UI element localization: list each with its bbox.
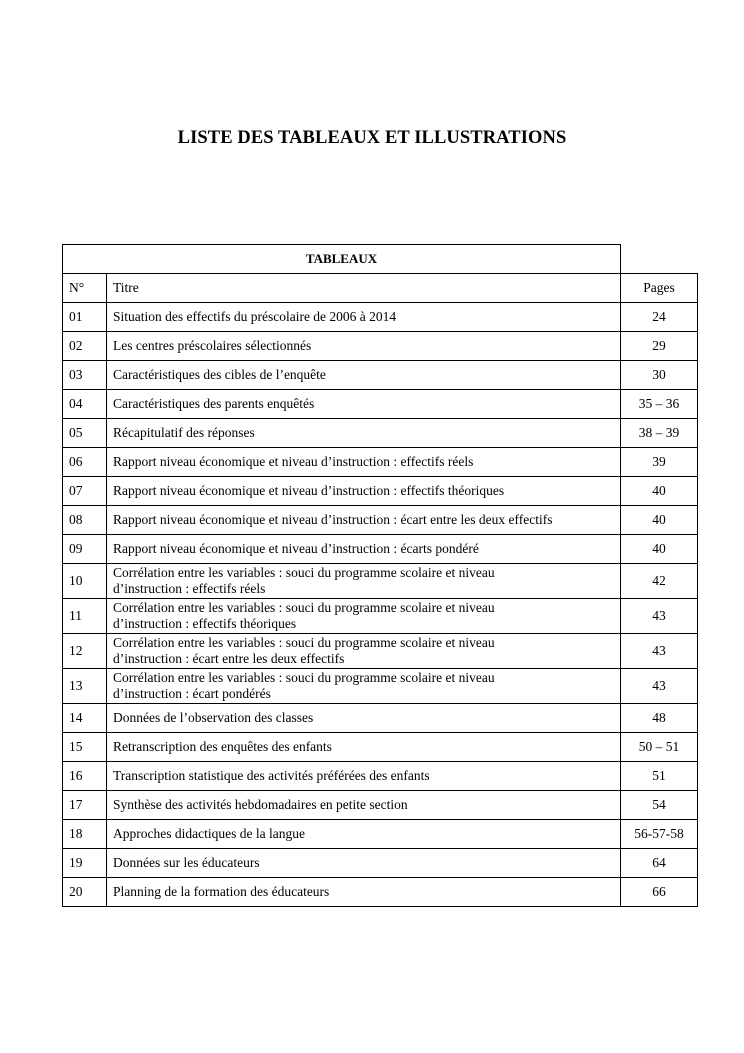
row-pages: 40 bbox=[621, 535, 698, 564]
row-number: 15 bbox=[63, 733, 107, 762]
row-pages: 40 bbox=[621, 506, 698, 535]
row-number: 14 bbox=[63, 704, 107, 733]
row-number: 03 bbox=[63, 361, 107, 390]
row-title-line: d’instruction : effectifs théoriques bbox=[113, 616, 297, 631]
section-label: TABLEAUX bbox=[63, 245, 621, 274]
row-number: 05 bbox=[63, 419, 107, 448]
row-pages: 38 – 39 bbox=[621, 419, 698, 448]
table-row bbox=[63, 477, 698, 506]
table-row bbox=[63, 599, 698, 634]
row-number: 11 bbox=[63, 599, 107, 634]
row-pages: 48 bbox=[621, 704, 698, 733]
row-number: 20 bbox=[63, 878, 107, 907]
row-title: Caractéristiques des cibles de l’enquête bbox=[107, 361, 621, 390]
row-pages: 50 – 51 bbox=[621, 733, 698, 762]
row-title: Rapport niveau économique et niveau d’instruction : effectifs théoriques bbox=[107, 477, 621, 506]
row-pages: 35 – 36 bbox=[621, 390, 698, 419]
row-title: Les centres préscolaires sélectionnés bbox=[107, 332, 621, 361]
row-title: Récapitulatif des réponses bbox=[107, 419, 621, 448]
row-title: Planning de la formation des éducateurs bbox=[107, 878, 621, 907]
row-title: Rapport niveau économique et niveau d’instruction : écart entre les deux effectifs bbox=[107, 506, 621, 535]
tables-list bbox=[62, 244, 698, 907]
row-title-line: Corrélation entre les variables : souci du programme scolaire et niveau bbox=[113, 600, 495, 615]
row-pages: 43 bbox=[621, 634, 698, 669]
row-title: Approches didactiques de la langue bbox=[107, 820, 621, 849]
table-row bbox=[63, 849, 698, 878]
row-number: 18 bbox=[63, 820, 107, 849]
table-header-row bbox=[63, 274, 698, 303]
banner-empty-cell bbox=[621, 245, 698, 274]
row-number: 13 bbox=[63, 669, 107, 704]
row-pages: 24 bbox=[621, 303, 698, 332]
table-row bbox=[63, 332, 698, 361]
row-title bbox=[107, 564, 621, 599]
row-title: Données sur les éducateurs bbox=[107, 849, 621, 878]
table-row bbox=[63, 419, 698, 448]
table-row bbox=[63, 564, 698, 599]
header-pages: Pages bbox=[621, 274, 698, 303]
row-title-line: Corrélation entre les variables : souci du programme scolaire et niveau bbox=[113, 565, 495, 580]
row-title-line: d’instruction : effectifs réels bbox=[113, 581, 266, 596]
row-title-line: Corrélation entre les variables : souci du programme scolaire et niveau bbox=[113, 635, 495, 650]
row-title: Transcription statistique des activités préférées des enfants bbox=[107, 762, 621, 791]
row-title-line: Corrélation entre les variables : souci du programme scolaire et niveau bbox=[113, 670, 495, 685]
row-pages: 29 bbox=[621, 332, 698, 361]
table-row bbox=[63, 361, 698, 390]
table-row bbox=[63, 704, 698, 733]
row-title: Retranscription des enquêtes des enfants bbox=[107, 733, 621, 762]
table-row bbox=[63, 535, 698, 564]
table-row bbox=[63, 634, 698, 669]
header-number: N° bbox=[63, 274, 107, 303]
section-banner-row bbox=[63, 245, 698, 274]
row-title bbox=[107, 669, 621, 704]
header-title: Titre bbox=[107, 274, 621, 303]
row-pages: 39 bbox=[621, 448, 698, 477]
table-row bbox=[63, 303, 698, 332]
row-number: 04 bbox=[63, 390, 107, 419]
row-number: 19 bbox=[63, 849, 107, 878]
row-title: Situation des effectifs du préscolaire de 2006 à 2014 bbox=[107, 303, 621, 332]
row-number: 06 bbox=[63, 448, 107, 477]
row-number: 01 bbox=[63, 303, 107, 332]
row-number: 17 bbox=[63, 791, 107, 820]
row-pages: 40 bbox=[621, 477, 698, 506]
page-title: LISTE DES TABLEAUX ET ILLUSTRATIONS bbox=[177, 128, 567, 148]
row-pages: 51 bbox=[621, 762, 698, 791]
row-title: Rapport niveau économique et niveau d’instruction : écarts pondéré bbox=[107, 535, 621, 564]
row-number: 02 bbox=[63, 332, 107, 361]
row-pages: 43 bbox=[621, 669, 698, 704]
table-row bbox=[63, 506, 698, 535]
table-row bbox=[63, 878, 698, 907]
row-pages: 66 bbox=[621, 878, 698, 907]
table-row bbox=[63, 390, 698, 419]
row-title-line: d’instruction : écart entre les deux effectifs bbox=[113, 651, 345, 666]
row-pages: 43 bbox=[621, 599, 698, 634]
table-row bbox=[63, 733, 698, 762]
row-title: Rapport niveau économique et niveau d’instruction : effectifs réels bbox=[107, 448, 621, 477]
table-row bbox=[63, 669, 698, 704]
row-title: Données de l’observation des classes bbox=[107, 704, 621, 733]
row-number: 16 bbox=[63, 762, 107, 791]
row-number: 08 bbox=[63, 506, 107, 535]
row-pages: 42 bbox=[621, 564, 698, 599]
row-pages: 54 bbox=[621, 791, 698, 820]
row-pages: 56-57-58 bbox=[621, 820, 698, 849]
table-row bbox=[63, 791, 698, 820]
table-row bbox=[63, 762, 698, 791]
row-title: Synthèse des activités hebdomadaires en petite section bbox=[107, 791, 621, 820]
table-row bbox=[63, 820, 698, 849]
row-number: 07 bbox=[63, 477, 107, 506]
row-title bbox=[107, 599, 621, 634]
row-title: Caractéristiques des parents enquêtés bbox=[107, 390, 621, 419]
row-pages: 30 bbox=[621, 361, 698, 390]
row-title bbox=[107, 634, 621, 669]
row-number: 09 bbox=[63, 535, 107, 564]
row-pages: 64 bbox=[621, 849, 698, 878]
row-number: 10 bbox=[63, 564, 107, 599]
row-title-line: d’instruction : écart pondérés bbox=[113, 686, 271, 701]
row-number: 12 bbox=[63, 634, 107, 669]
table-row bbox=[63, 448, 698, 477]
